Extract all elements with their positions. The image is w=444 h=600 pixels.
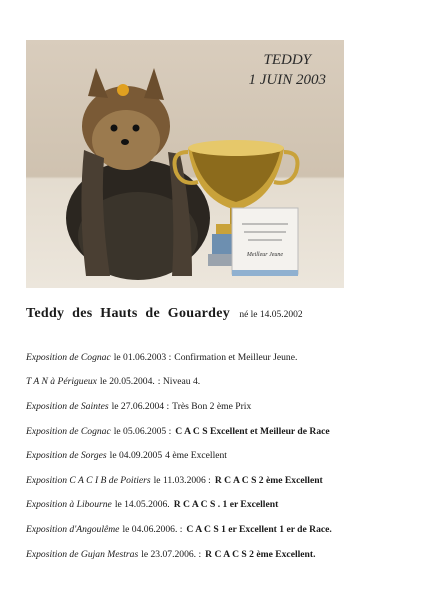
dog-trophy-photo <box>26 40 344 288</box>
result-row <box>26 443 436 468</box>
result-date: le 05.06.2005 : <box>113 425 172 437</box>
caption-date: 1 JUIN 2003 <box>248 72 326 88</box>
result-event: Exposition de Saintes <box>26 400 109 412</box>
certificate-card <box>232 208 298 276</box>
result-row <box>26 419 436 444</box>
result-event: Exposition de Cognac <box>26 425 111 437</box>
result-row <box>26 370 436 395</box>
result-event: Exposition d'Angoulême <box>26 523 120 535</box>
result-row <box>26 517 436 542</box>
dog-heading <box>26 305 426 322</box>
result-row <box>26 345 436 370</box>
result-date: le 20.05.2004. <box>99 376 155 388</box>
result-date: le 14.05.2006. <box>114 499 170 511</box>
result-award: C A C S Excellent et Meilleur de Race <box>175 425 330 437</box>
result-row <box>26 493 436 518</box>
result-event: Exposition de Cognac <box>26 351 111 363</box>
result-event: Exposition de Gujan Mestras <box>26 548 139 560</box>
result-event: Exposition à Libourne <box>26 499 112 511</box>
result-award: R C A C S . 1 er Excellent <box>173 499 279 511</box>
result-text: Très Bon 2 ème Prix <box>172 400 252 412</box>
result-event: Exposition de Sorges <box>26 450 107 462</box>
result-text: : Niveau 4. <box>157 376 201 388</box>
result-text: Confirmation et Meilleur Jeune. <box>174 351 298 363</box>
result-date: le 27.06.2004 : <box>111 400 170 412</box>
result-date: le 01.06.2003 : <box>113 351 172 363</box>
result-row <box>26 468 436 493</box>
result-date: le 11.03.2006 : <box>153 474 211 486</box>
result-date: le 04.06.2006. : <box>122 523 183 535</box>
result-date: le 04.09.2005 <box>109 450 163 462</box>
result-event: T A N à Périgueux <box>26 376 97 388</box>
photo-caption <box>249 50 327 90</box>
dog-bow <box>117 84 129 96</box>
result-award: C A C S 1 er Excellent 1 er de Race. <box>186 523 332 535</box>
caption-name: TEDDY <box>263 52 311 68</box>
plaque-text: Meilleur Jeune <box>246 252 284 258</box>
result-text: 4 ème Excellent <box>165 450 227 462</box>
result-event: Exposition C A C I B de Poitiers <box>26 474 151 486</box>
birth-date: né le 14.05.2002 <box>239 310 303 320</box>
result-row <box>26 394 436 419</box>
result-date: le 23.07.2006. : <box>141 548 202 560</box>
dog-name: Teddy des Hauts de Gouardey <box>26 306 231 321</box>
result-award: R C A C S 2 ème Excellent <box>214 474 323 486</box>
show-results-list <box>26 345 436 566</box>
result-award: R C A C S 2 ème Excellent. <box>205 548 316 560</box>
result-row <box>26 542 436 567</box>
